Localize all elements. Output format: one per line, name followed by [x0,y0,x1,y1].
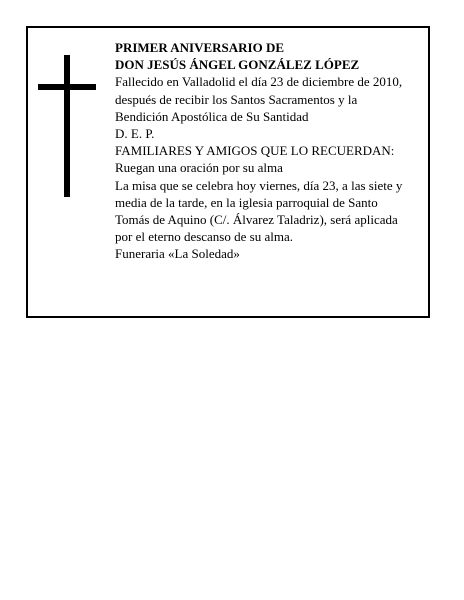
cross-icon-bar [38,84,96,90]
deceased-name: DON JESÚS ÁNGEL GONZÁLEZ LÓPEZ [115,57,360,73]
death-info-line: Fallecido en Valladolid el día 23 de diciembre de 2010, [115,74,403,90]
death-info-line: Bendición Apostólica de Su Santidad [115,108,309,124]
family-heading: FAMILIARES Y AMIGOS QUE LO RECUERDAN: [115,143,395,159]
notice-title-line1: PRIMER ANIVERSARIO DE [115,40,285,55]
mass-info-line: por el eterno descanso de su alma. [115,229,293,245]
rip-text: D. E. P. [115,126,155,142]
death-info-line: después de recibir los Santos Sacramentos y la [115,91,358,107]
cross-icon [64,55,70,197]
mass-info-line: media de la tarde, en la iglesia parroquial de Santo [115,194,378,210]
mass-info-line: Tomás de Aquino (C/. Álvarez Taladriz), será aplicada [115,212,398,228]
prayer-request: Ruegan una oración por su alma [115,160,283,176]
mass-info-line: La misa que se celebra hoy viernes, día 23, a las siete y [115,177,403,193]
obituary-text-block [115,39,423,263]
funeral-home: Funeraria «La Soledad» [115,246,240,262]
